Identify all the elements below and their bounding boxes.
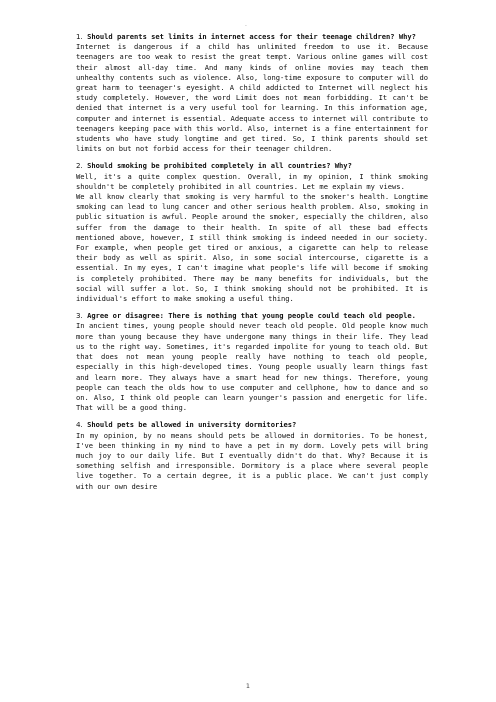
page-number: 1: [245, 682, 251, 690]
question-heading: [76, 311, 428, 321]
document-body: [76, 32, 428, 499]
answer-paragraph: Well, it's a quite complex question. Overall, in my opinion, I think smoking shouldn't be completely prohibited in all countries. Let me explain my views.: [76, 171, 428, 191]
header-mark: .: [245, 21, 247, 28]
section-2: [76, 161, 428, 304]
question-title: Should smoking be prohibited completely in all countries? Why?: [87, 161, 352, 171]
answer-paragraph: In ancient times, young people should never teach old people. Old people know much more than young because they have undergone many things in their life. They lead us to the right way. Sometimes, it's regarded impolite for young to teach old. But that does not mean young people really have nothing to teach old people, especially in this high-developed times. Young people usually learn things fast and learn more. They always have a smart head for new things. Therefore, young people can teach the olds how to use computer and cellphone, how to dance and so on. Also, I think old people can learn younger's passion and energetic for life. That will be a good thing.: [76, 321, 428, 413]
question-title: Should parents set limits in internet access for their teenage children? Why?: [87, 32, 416, 41]
question-title: Agree or disagree: There is nothing that young people could teach old people.: [87, 311, 416, 321]
answer-paragraph: In my opinion, by no means should pets be allowed in dormitories. To be honest, I've been thinking in my mind to have a pet in my dorm. Lovely pets will bring much joy to our daily life. But I eventually didn't do that. Why? Because it is something selfish and irresponsible. Dormitory is a place where several people live together. To a certain degree, it is a public place. We can't just comply with our own desire: [76, 430, 428, 491]
question-heading: [76, 32, 428, 42]
question-number: 3.: [76, 311, 83, 321]
answer-paragraph: Internet is dangerous if a child has unlimited freedom to use it. Because teenagers are too weak to resist the great tempt. Various online games will cost their almost all-day time. And many kinds of online movies may teach them unhealthy contents such as violence. Also, long-time exposure to computer will do great harm to teenager's eyesight. A child addicted to Internet will neglect his study completely. However, the word Limit does not mean forbidding. It can't be denied that internet is a very useful tool for learning. In this information age, computer and internet is essential. Adequate access to internet will contribute to teenagers keeping pace with this world. Also, internet is a fine entertainment for students who have study longtime and get tired. So, I think parents should set limits on but not forbid access for their teenager children.: [76, 42, 428, 154]
section-3: [76, 311, 428, 413]
section-4: [76, 420, 428, 491]
question-title: Should pets be allowed in university dormitories?: [87, 420, 297, 430]
question-heading: [76, 420, 428, 430]
question-heading: [76, 161, 428, 171]
question-number: 4.: [76, 420, 83, 430]
question-number: 2.: [76, 161, 83, 171]
answer-paragraph: We all know clearly that smoking is very harmful to the smoker's health. Longtime smoking can lead to lung cancer and other serious health problem. Also, smoking in public situation is awful. People around the smoker, especially the children, also suffer from the damage to their health. In spite of all these bad effects mentioned above, however, I still think smoking is indeed needed in our society. For example, when people get tired or anxious, a cigarette can help to release their body as well as spirit. Also, in some social intercourse, cigarette is a essential. In my eyes, I can't imagine what people's life will become if smoking is completely prohibited. There may be many benefits for individuals, but the social will suffer a lot. So, I think smoking should not be prohibited. It is individual's effort to make smoking a useful thing.: [76, 192, 428, 304]
section-1: [76, 32, 428, 154]
question-number: 1.: [76, 32, 83, 41]
